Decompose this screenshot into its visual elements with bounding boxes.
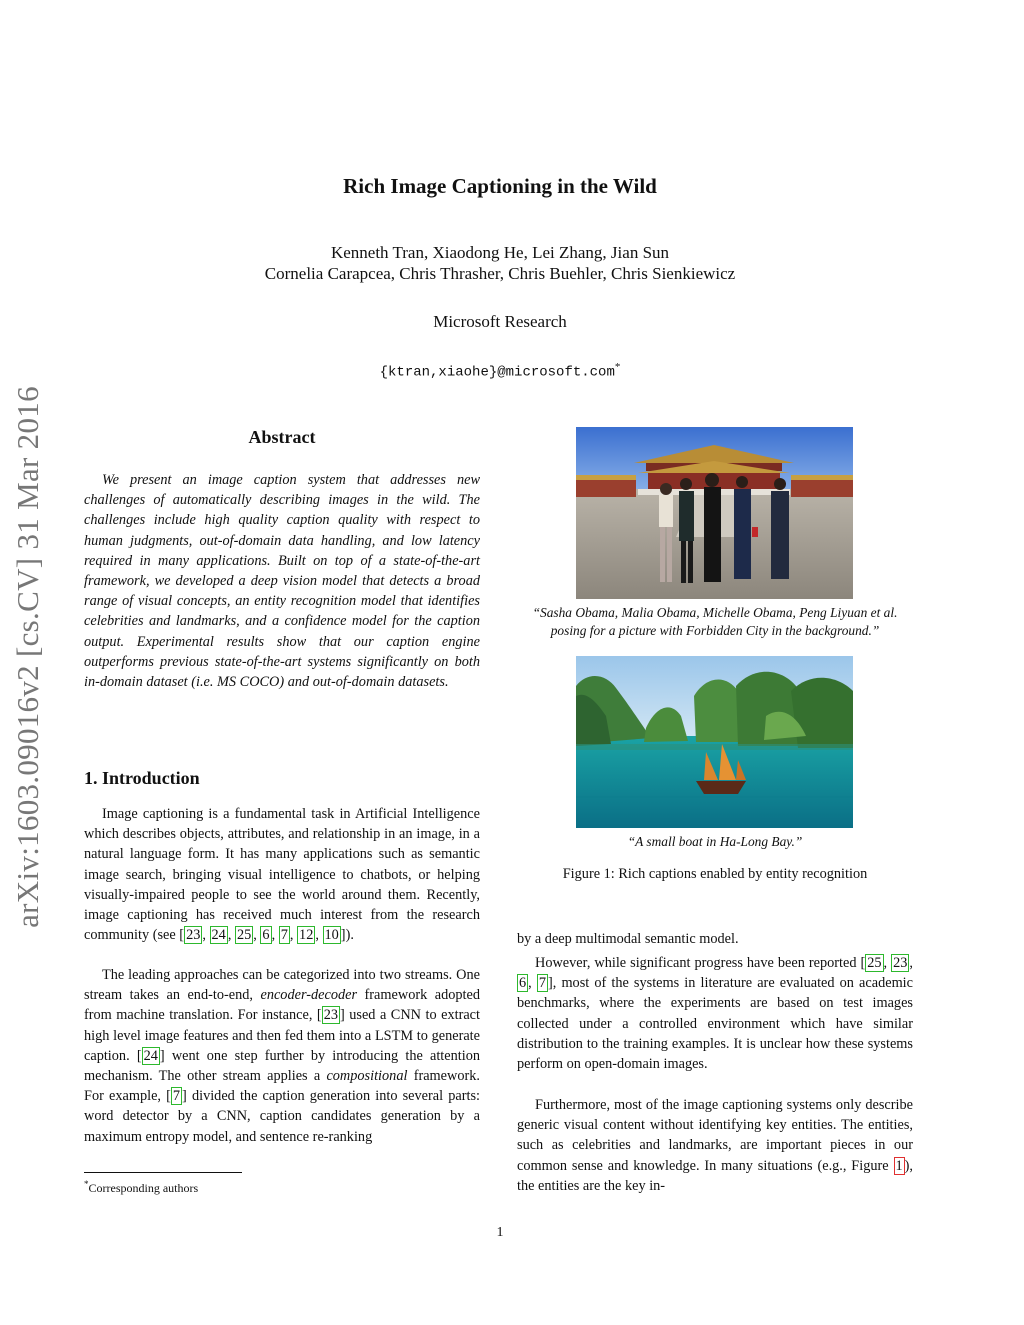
intro-paragraph-2: The leading approaches can be categorized into two streams. One stream takes an end-to-end, encoder-decoder framework adopted from machine translation. For instance, [ 23 ] used a CNN to extract high level image features and then fed them into a LSTM to generate caption. [ 24 ] went one step further by introducing the attention mechanism. The other stream applies a compositional framework. For example, [ 7 ] divided the caption generation into several parts: word detector by a CNN, caption candidates generation by a maximum entropy model, and sentence re-ranking (84, 967, 481, 1145)
citation-link[interactable]: 12 (299, 927, 314, 944)
abstract-text: We present an image caption system that addresses new challenges of automatically describing images in the wild. The challenges include high quality caption quality with respect to human judgments, out-of-domain data handling, and low latency required in many applications. Built on top of a state-of-the-art framework, we developed a deep vision model that detects a broad range of visual concepts, an entity recognition model that identifies celebrities and landmarks, and a confidence model for the caption output. Experimental results show that our caption engine outperforms previous state-of-the-art systems significantly on both in-domain dataset (i.e. MS COCO) and out-of-domain datasets. (84, 472, 480, 691)
citation-link[interactable]: 23 (323, 1007, 338, 1024)
author-line-1: Kenneth Tran, Xiaodong He, Lei Zhang, Jian Sun (330, 243, 670, 262)
author-list (0, 242, 1000, 284)
page-number: 1 (496, 1225, 504, 1240)
abstract-heading: Abstract (248, 427, 316, 447)
arxiv-stamp: arXiv:1603.09016v2 [cs.CV] 31 Mar 2016 (10, 386, 45, 928)
footnote-mark: * (84, 1179, 89, 1189)
right-paragraph-2: However, while significant progress have been reported [ 25 , 23 , 6 , 7 ], most of the systems in literature are evaluated on academic benchmarks, where the experiments are based on test images collected under a controlled environment which have similar distribution to the training examples. It is unclear how these systems perform on open-domain images. (517, 955, 914, 1073)
author-line-2: Cornelia Carapcea, Chris Thrasher, Chris Buehler, Chris Sienkiewicz (264, 264, 736, 283)
right-paragraph-3: Furthermore, most of the image captioning systems only describe generic visual content without identifying key entities. The entities, such as celebrities and landmarks, are important pieces in our common sense and knowledge. In many situations (e.g., Figure 1 ), the entities are the key in- (517, 1097, 913, 1194)
contact-email (0, 361, 1000, 381)
citation-link[interactable]: 23 (893, 955, 908, 971)
halong-bay-photo (576, 656, 853, 828)
citation-link[interactable]: 7 (280, 927, 288, 944)
email-footnote-mark: * (614, 361, 621, 373)
forbidden-city-photo (576, 427, 853, 599)
intro-paragraph-1: Image captioning is a fundamental task in Artificial Intelligence which describes objects, attributes, and relationship in an image, in a natural language form. It has many applications such as semantic image search, bringing visual intelligence to chatbots, or helping visually-impaired people to see the world around them. Recently, image captioning has received much interest from the research community (see [ 23 , 24 , 25 , 6 , 7 , 12 , 10 ]). (84, 806, 480, 944)
citation-link[interactable]: 6 (519, 975, 527, 992)
paper-title: Rich Image Captioning in the Wild (343, 174, 657, 198)
photo-1-caption: “Sasha Obama, Malia Obama, Michelle Obama, Peng Liyuan et al. posing for a picture with Forbidden City in the background.” (532, 605, 898, 638)
right-paragraph-1: by a deep multimodal semantic model. (517, 931, 739, 947)
photo-2-caption: “A small boat in Ha-Long Bay.” (627, 834, 803, 849)
citation-link[interactable]: 7 (538, 975, 546, 992)
citation-link[interactable]: 24 (143, 1047, 158, 1064)
citation-link[interactable]: 10 (324, 927, 339, 944)
citation-link[interactable]: 7 (172, 1088, 181, 1105)
citation-link[interactable]: 24 (211, 927, 226, 944)
footnote (84, 1179, 198, 1196)
footnote-rule (84, 1172, 242, 1173)
citation-link[interactable]: 25 (236, 927, 252, 944)
section-heading-introduction: 1. Introduction (84, 768, 200, 788)
figure-1-caption: Figure 1: Rich captions enabled by entity recognition (562, 866, 868, 882)
footnote-text: Corresponding authors (88, 1181, 199, 1195)
citation-link[interactable]: 25 (867, 955, 882, 971)
citation-link[interactable]: 23 (186, 927, 201, 944)
citation-link[interactable]: 6 (262, 927, 270, 944)
email-address: {ktran,xiaohe}@microsoft.com (379, 364, 615, 381)
figure-reference-link[interactable]: 1 (895, 1157, 903, 1174)
affiliation: Microsoft Research (433, 312, 567, 331)
